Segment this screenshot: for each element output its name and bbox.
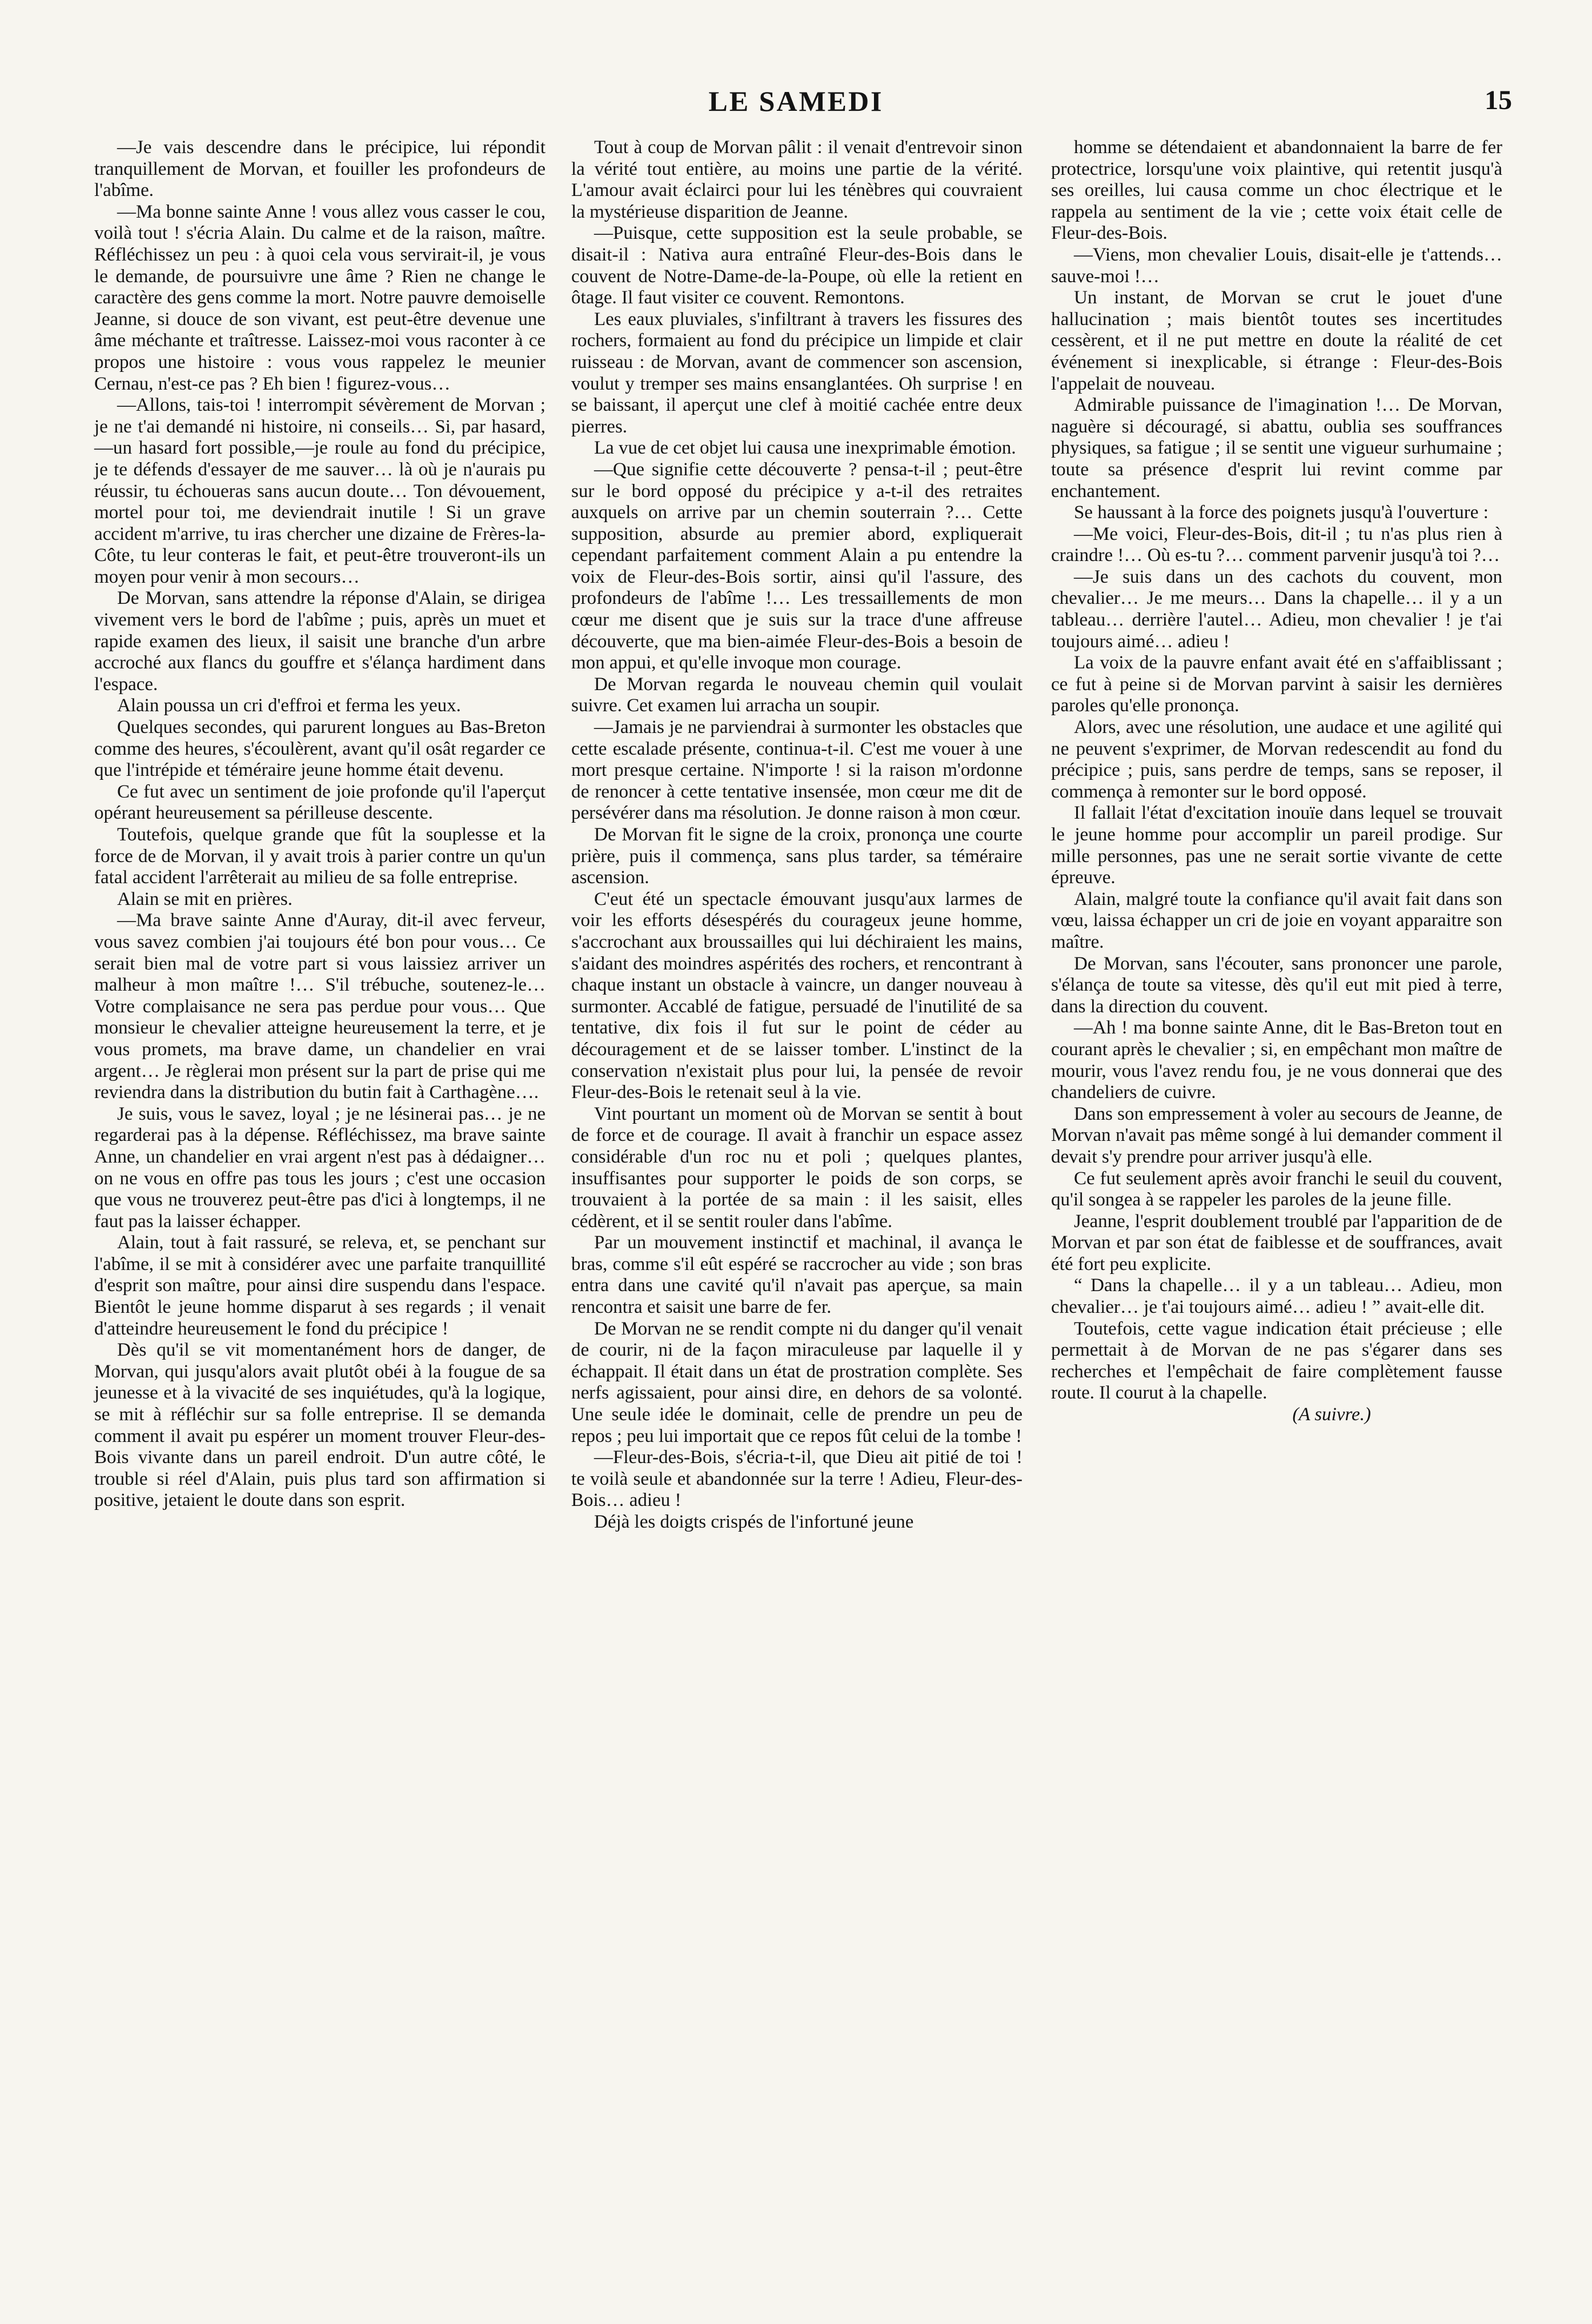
- paragraph: Toutefois, quelque grande que fût la souplesse et la force de de Morvan, il y avait trois à parier contre un qu'un fatal accident l'arrêterait au milieu de sa folle entreprise.: [94, 824, 546, 888]
- paragraph: Par un mouvement instinctif et machinal, il avança le bras, comme s'il eût espéré se raccrocher au vide ; son bras entra dans une cavité qu'il n'avait pas aperçue, sa main rencontra et saisit une barre de fer.: [571, 1232, 1022, 1318]
- paragraph: La vue de cet objet lui causa une inexprimable émotion.: [594, 438, 1016, 459]
- paragraph: Alain, malgré toute la confiance qu'il avait fait dans son vœu, laissa échapper un cri de joie en voyant apparaitre son maître.: [1051, 888, 1502, 952]
- paragraph: Il fallait l'état d'excitation inouïe dans lequel se trouvait le jeune homme pour accomplir un pareil prodige. Sur mille personnes, pas une ne serait sortie vivante de cette épreuve.: [1051, 803, 1502, 888]
- paragraph: De Morvan, sans attendre la réponse d'Alain, se dirigea vivement vers le bord de l'abîme ; puis, après un muet et rapide examen des lieux, il saisit une branche d'un arbre accroché aux flancs du gouffre et s'élança hardiment dans l'espace.: [94, 588, 546, 695]
- paragraph: —Me voici, Fleur-des-Bois, dit-il ; tu n'as plus rien à craindre !… Où es-tu ?… comment parvenir jusqu'à toi ?…: [1051, 523, 1502, 566]
- paragraph: De Morvan ne se rendit compte ni du danger qu'il venait de courir, ni de la façon miraculeuse par laquelle il y échappait. Il était dans un état de prostration complète. Ses nerfs agissaient, pour ainsi dire, en dehors de sa volonté. Une seule idée le dominait, celle de prendre un peu de repos ; peu lui importait que ce repos fût celui de la tombe !: [571, 1318, 1022, 1447]
- paragraph: C'eut été un spectacle émouvant jusqu'aux larmes de voir les efforts désespérés du courageux jeune homme, s'accrochant aux broussailles qui lui déchiraient les mains, s'aidant des moindres aspérités des rochers, et rencontrant à chaque instant un obstacle à vaincre, un danger nouveau à surmonter. Accablé de fatigue, persuadé de l'inutilité de sa tentative, dix fois il fut sur le point de céder au découragement et de se laisser tomber. L'instinct de la conservation n'existait plus pour lui, la pensée de revoir Fleur-des-Bois le retenait seul à la vie.: [571, 888, 1022, 1103]
- paragraph: Je suis, vous le savez, loyal ; je ne lésinerai pas… je ne regarderai pas à la dépense. Réfléchissez, ma brave sainte Anne, un chandelier en vrai argent n'est pas à dédaigner… on ne vous en offre pas tous les jours ; c'est une occasion que vous ne trouverez peut-être pas d'ici à longtemps, il ne faut pas la laisser échapper.: [94, 1103, 546, 1232]
- paragraph: De Morvan regarda le nouveau chemin quil voulait suivre. Cet examen lui arracha un soupir.: [571, 674, 1022, 716]
- paragraph: —Je vais descendre dans le précipice, lui répondit tranquillement de Morvan, et fouiller les profondeurs de l'abîme.: [94, 137, 546, 201]
- paragraph: Alain, tout à fait rassuré, se releva, et, se penchant sur l'abîme, il se mit à considérer avec une parfaite tranquillité d'esprit son maître, pour ainsi dire suspendu dans l'espace. Bientôt le jeune homme disparut à ses regards ; il venait d'atteindre heureusement le fond du précipice !: [94, 1232, 546, 1339]
- paragraph: homme se détendaient et abandonnaient la barre de fer protectrice, lorsqu'une voix plaintive, qui retentit jusqu'à ses oreilles, lui causa comme un choc électrique et le rappela au sentiment de la vie ; cette voix était celle de Fleur-des-Bois.: [1051, 137, 1502, 244]
- paragraph: —Puisque, cette supposition est la seule probable, se disait-il : Nativa aura entraîné Fleur-des-Bois dans le couvent de Notre-Dame-de-la-Poupe, où elle la retient en ôtage. Il faut visiter ce couvent. Remontons.: [571, 223, 1022, 308]
- paragraph: —Jamais je ne parviendrai à surmonter les obstacles que cette escalade présente, continua-t-il. C'est me vouer à une mort presque certaine. N'importe ! si la raison m'ordonne de renoncer à cette tentative insensée, mon cœur me dit de persévérer dans ma résolution. Je donne raison à mon cœur.: [571, 717, 1022, 824]
- paragraph: Alain se mit en prières.: [117, 888, 292, 909]
- paragraph: —Que signifie cette découverte ? pensa-t-il ; peut-être sur le bord opposé du précipice y a-t-il des retraites auxquels on arrive par un chemin souterrain ?… Cette supposition, absurde au premier abord, expliquerait cependant parfaitement comment Alain a pu entendre la voix de Fleur-des-Bois sortir, ainsi qu'il l'assure, des profondeurs de l'abîme !… Les tressaillements de mon cœur me disent que je suis sur la trace d'une affreuse découverte, que ma bien-aimée Fleur-des-Bois a besoin de mon appui, et qu'elle invoque mon courage.: [571, 459, 1022, 674]
- paragraph: Quelques secondes, qui parurent longues au Bas-Breton comme des heures, s'écoulèrent, avant qu'il osât regarder ce que l'intrépide et téméraire jeune homme était devenu.: [94, 717, 546, 781]
- paragraph: Alain poussa un cri d'effroi et ferma les yeux.: [117, 695, 461, 716]
- paragraph: Ce fut seulement après avoir franchi le seuil du couvent, qu'il songea à se rappeler les paroles de la jeune fille.: [1051, 1168, 1502, 1211]
- paragraph: Se haussant à la force des poignets jusqu'à l'ouverture :: [1074, 502, 1489, 523]
- paragraph: —Viens, mon chevalier Louis, disait-elle je t'attends… sauve-moi !…: [1051, 244, 1502, 287]
- page-header: [0, 0, 1592, 137]
- paragraph: Dès qu'il se vit momentanément hors de danger, de Morvan, qui jusqu'alors avait plutôt obéi à la fougue de sa jeunesse et à la vivacité de ses inquiétudes, qu'à la logique, se mit à réfléchir sur sa folle entreprise. Il se demanda comment il avait pu espérer un moment trouver Fleur-des-Bois vivante dans un pareil endroit. D'un autre côté, le trouble si réel d'Alain, puis plus tard son affirmation si positive, jetaient le doute dans son esprit.: [94, 1340, 546, 1511]
- paragraph: Dans son empressement à voler au secours de Jeanne, de Morvan n'avait pas même songé à lui demander comment il devait s'y prendre pour arriver jusqu'à elle.: [1051, 1103, 1502, 1167]
- paragraph: Un instant, de Morvan se crut le jouet d'une hallucination ; mais bientôt toutes ses incertitudes cessèrent, et il ne put mettre en doute la réalité de cet événement si inexplicable, si étrange : Fleur-des-Bois l'appelait de nouveau.: [1051, 287, 1502, 394]
- paragraph: “ Dans la chapelle… il y a un tableau… Adieu, mon chevalier… je t'ai toujours aimé… adieu ! ” avait-elle dit.: [1051, 1275, 1502, 1318]
- paragraph: Admirable puissance de l'imagination !… De Morvan, naguère si découragé, si abattu, oublia ses souffrances physiques, sa fatigue ; il se sentit une vigueur surhumaine ; toute sa présence d'esprit lui revint comme par enchantement.: [1051, 395, 1502, 502]
- paragraph: Les eaux pluviales, s'infiltrant à travers les fissures des rochers, formaient au fond du précipice un limpide et clair ruisseau : de Morvan, avant de commencer son ascension, voulut y tremper ses mains ensanglantées. Oh surprise ! en se baissant, il aperçut une clef à moitié cachée entre deux pierres.: [571, 308, 1022, 437]
- paragraph: Toutefois, cette vague indication était précieuse ; elle permettait à de Morvan de ne pas s'égarer dans ses recherches et l'empêchait de faire complètement fausse route. Il courut à la chapelle.: [1051, 1318, 1502, 1404]
- paragraph: —Fleur-des-Bois, s'écria-t-il, que Dieu ait pitié de toi ! te voilà seule et abandonnée sur la terre ! Adieu, Fleur-des-Bois… adieu !: [571, 1447, 1022, 1511]
- paragraph: —Ma brave sainte Anne d'Auray, dit-il avec ferveur, vous savez combien j'ai toujours été bon pour vous… Ce serait bien mal de votre part si vous laissiez arriver un malheur à mon maître !… S'il trébuche, soutenez-le… Votre complaisance ne sera pas perdue pour vous… Que monsieur le chevalier atteigne heureusement la terre, et je vous promets, ma brave dame, un chandelier en vrai argent… Je règlerai mon présent sur la part de prise qui me reviendra dans la distribution du butin fait à Carthagène….: [94, 910, 546, 1103]
- paragraph: —Ma bonne sainte Anne ! vous allez vous casser le cou, voilà tout ! s'écria Alain. Du calme et de la raison, maître. Réfléchissez un peu : à quoi cela vous servirait-il, je vous le demande, de poursuivre une âme ? Rien ne change le caractère des gens comme la mort. Notre pauvre demoiselle Jeanne, si douce de son vivant, est peut-être devenue une âme méchante et traîtresse. Laissez-moi vous raconter à ce propos une histoire : vous vous rappelez le meunier Cernau, n'est-ce pas ? Eh bien ! figurez-vous…: [94, 201, 546, 394]
- page-number: 15: [1485, 85, 1512, 115]
- paragraph: La voix de la pauvre enfant avait été en s'affaiblissant ; ce fut à peine si de Morvan parvint à saisir les dernières paroles qu'elle prononça.: [1051, 652, 1502, 716]
- text-column-2: [571, 137, 1022, 1533]
- paragraph: Ce fut avec un sentiment de joie profonde qu'il l'aperçut opérant heureusement sa périlleuse descente.: [94, 781, 546, 824]
- text-column-1: [94, 137, 546, 1512]
- paragraph: Vint pourtant un moment où de Morvan se sentit à bout de force et de courage. Il avait à franchir un espace assez considérable d'un roc nu et poli ; quelques plantes, insuffisantes pour supporter le poids de son corps, se trouvaient à la portée de sa main : il les saisit, elles cédèrent, et il se sentit rouler dans l'abîme.: [571, 1103, 1022, 1232]
- paragraph: —Allons, tais-toi ! interrompit sévèrement de Morvan ; je ne t'ai demandé ni histoire, ni conseils… Si, par hasard,—un hasard fort possible,—je roule au fond du précipice, je te défends d'essayer de me sauver… là où je n'aurais pu réussir, tu échoueras sans aucun doute… Ton dévouement, mortel pour toi, me deviendrait inutile ! Si un grave accident m'arrive, tu iras chercher une dizaine de Frères-la-Côte, tu leur conteras le fait, et peut-être trouveront-ils un moyen pour venir à mon secours…: [94, 395, 546, 587]
- text-column-3: [1051, 137, 1502, 1426]
- paragraph: De Morvan, sans l'écouter, sans prononcer une parole, s'élança de toute sa vitesse, dès qu'il eut mit pied à terre, dans la direction du couvent.: [1051, 953, 1502, 1017]
- paragraph: —Je suis dans un des cachots du couvent, mon chevalier… Je me meurs… Dans la chapelle… il y a un tableau… derrière l'autel… Adieu, mon chevalier ! je t'ai toujours aimé… adieu !: [1051, 566, 1502, 652]
- paragraph: —Ah ! ma bonne sainte Anne, dit le Bas-Breton tout en courant après le chevalier ; si, en empêchant mon maître de mourir, vous l'avez rendu fou, je ne vous donnerai que des chandeliers de cuivre.: [1051, 1017, 1502, 1103]
- paragraph: De Morvan fit le signe de la croix, prononça une courte prière, puis il commença, sans plus tarder, sa téméraire ascension.: [571, 824, 1022, 888]
- paragraph: Alors, avec une résolution, une audace et une agilité qui ne peuvent s'exprimer, de Morvan redescendit au fond du précipice ; puis, sans perdre de temps, sans se reposer, il commença à remonter sur le bord opposé.: [1051, 717, 1502, 802]
- journal-title: LE SAMEDI: [708, 85, 884, 117]
- paragraph: Jeanne, l'esprit doublement troublé par l'apparition de de Morvan et par son état de faiblesse et de souffrances, avait été fort peu explicite.: [1051, 1211, 1502, 1275]
- paragraph: Tout à coup de Morvan pâlit : il venait d'entrevoir sinon la vérité tout entière, au moins une partie de la vérité. L'amour avait éclairci pour lui les ténèbres qui couvraient la mystérieuse disparition de Jeanne.: [571, 137, 1022, 222]
- paragraph: Déjà les doigts crispés de l'infortuné jeune: [594, 1512, 914, 1532]
- continued-note: (A suivre.): [1292, 1404, 1371, 1425]
